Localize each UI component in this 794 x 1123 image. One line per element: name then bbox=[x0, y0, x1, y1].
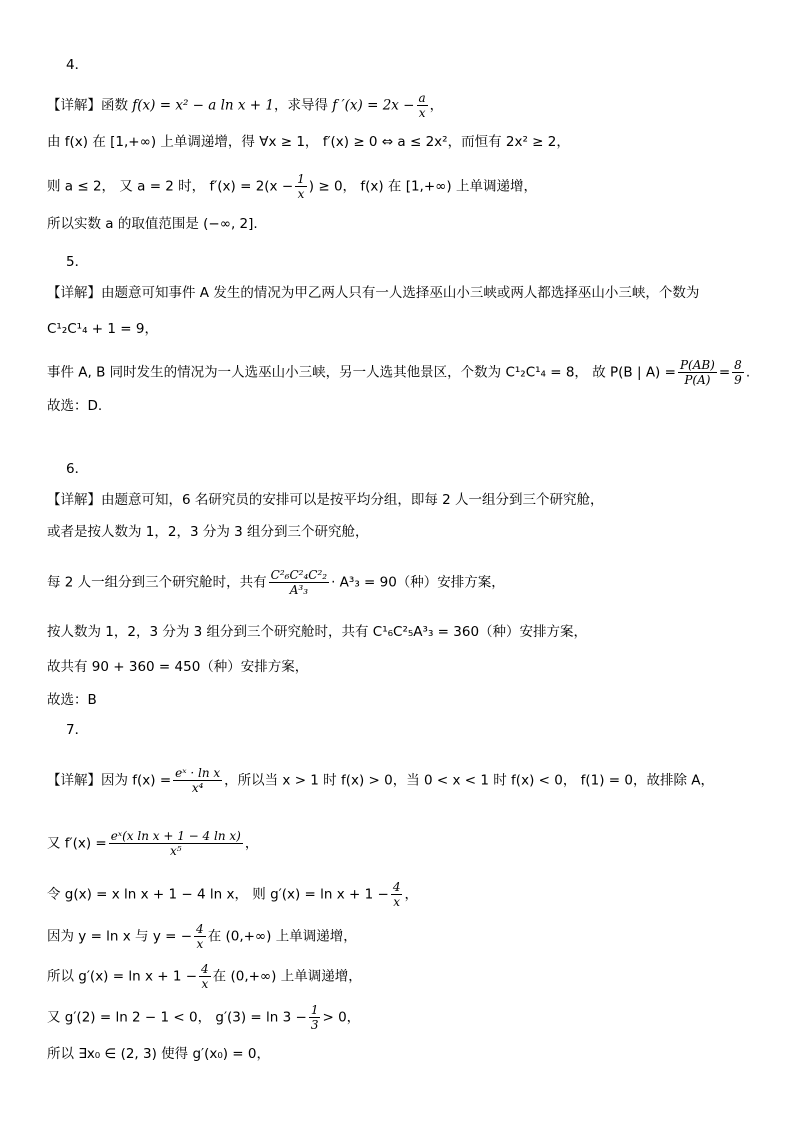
q7-line-3 bbox=[47, 880, 418, 909]
q4-l1-end: ， bbox=[429, 97, 444, 114]
q6-l3-frac-num: C²₆C²₄C²₂ bbox=[270, 568, 328, 582]
q6-line-6: 故选：B bbox=[47, 692, 97, 708]
q4-l3-b: ) ≥ 0， f(x) 在 [1,+∞) 上单调递增， bbox=[308, 178, 537, 195]
q4-l3-frac-den: x bbox=[297, 187, 305, 201]
q5-line-3 bbox=[47, 358, 750, 387]
q7-line-6 bbox=[47, 1003, 360, 1032]
question-number-7: 7． bbox=[66, 722, 89, 738]
q5-l3-end: . bbox=[745, 364, 751, 381]
q7-line-1 bbox=[47, 766, 714, 795]
q6-l3-frac-den: A³₃ bbox=[289, 583, 309, 597]
q7-l5-a: 所以 g′(x) = ln x + 1 − bbox=[47, 968, 198, 985]
q4-l1-deriv: f ′(x) = 2x − bbox=[332, 97, 415, 114]
q4-l1-mid: ，求导得 bbox=[274, 97, 333, 114]
q4-l3-fraction bbox=[295, 172, 307, 201]
question-number-6: 6． bbox=[66, 461, 89, 477]
q4-l1-func: f(x) = x² − a ln x + 1 bbox=[132, 97, 274, 114]
q5-l3-fraction-1 bbox=[678, 358, 717, 387]
q4-l1-fraction bbox=[417, 91, 428, 120]
q7-l6-b: > 0， bbox=[322, 1009, 361, 1026]
q6-l3-a: 每 2 人一组分到三个研究舱时，共有 bbox=[47, 574, 267, 591]
q7-l6-frac-num: 1 bbox=[310, 1003, 319, 1017]
q6-l3-b: · A³₃ = 90（种）安排方案， bbox=[331, 574, 505, 591]
q6-line-5: 故共有 90 + 360 = 450（种）安排方案， bbox=[47, 659, 309, 675]
q7-l5-b: 在 (0,+∞) 上单调递增， bbox=[212, 968, 362, 985]
q7-l3-b: ， bbox=[404, 886, 418, 903]
q7-l1-frac-num: eˣ · ln x bbox=[175, 766, 221, 780]
q6-line-3 bbox=[47, 568, 505, 597]
q4-line-4: 所以实数 a 的取值范围是 (−∞, 2]. bbox=[47, 216, 258, 232]
q7-line-4 bbox=[47, 922, 357, 951]
q7-l4-frac-den: x bbox=[196, 937, 204, 951]
q7-l4-a: 因为 y = ln x 与 y = − bbox=[47, 928, 193, 945]
q7-l2-a: 又 f′(x) = bbox=[47, 835, 107, 852]
q5-l3-frac2-num: 8 bbox=[734, 358, 742, 372]
q5-l3-fraction-2 bbox=[732, 358, 744, 387]
q7-l2-frac-num: eˣ(x ln x + 1 − 4 ln x) bbox=[110, 829, 241, 843]
q6-line-4: 按人数为 1，2，3 分为 3 组分到三个研究舱时，共有 C¹₆C²₅A³₃ = 360（种）安排方案， bbox=[47, 624, 588, 640]
q7-l4-fraction bbox=[194, 922, 206, 951]
q7-l5-fraction bbox=[199, 962, 211, 991]
q7-l4-frac-num: 4 bbox=[196, 922, 204, 936]
q5-l3-frac1-den: P(A) bbox=[684, 373, 711, 387]
q6-l3-fraction bbox=[269, 568, 329, 597]
q7-line-5 bbox=[47, 962, 362, 991]
q4-l1-text: 【详解】函数 bbox=[47, 97, 133, 114]
q6-line-2: 或者是按人数为 1，2，3 分为 3 组分到三个研究舱， bbox=[47, 524, 369, 540]
q7-l4-b: 在 (0,+∞) 上单调递增， bbox=[207, 928, 357, 945]
q7-l1-frac-den: x⁴ bbox=[191, 781, 204, 795]
q7-l3-frac-den: x bbox=[393, 895, 401, 909]
q4-line-3 bbox=[47, 172, 537, 201]
q5-line-4: 故选：D. bbox=[47, 398, 103, 414]
q6-line-1: 【详解】由题意可知，6 名研究员的安排可以是按平均分组，即每 2 人一组分到三个研究舱， bbox=[47, 492, 604, 508]
q4-l1-frac-num: a bbox=[418, 91, 426, 105]
q7-l2-b: ， bbox=[244, 835, 259, 852]
q7-l5-frac-den: x bbox=[201, 977, 209, 991]
q4-l3-frac-num: 1 bbox=[297, 172, 305, 186]
q5-l3-a: 事件 A, B 同时发生的情况为一人选巫山小三峡，另一人选其他景区，个数为 C¹₂C¹₄ = 8， 故 P(B | A) = bbox=[47, 364, 676, 381]
q5-l3-eq: = bbox=[718, 364, 731, 381]
q7-l1-a: 【详解】因为 f(x) = bbox=[47, 772, 172, 789]
q5-l3-frac2-den: 9 bbox=[734, 373, 742, 387]
q7-line-2 bbox=[47, 829, 258, 858]
question-number-4: 4． bbox=[66, 57, 89, 73]
q5-line-1: 【详解】由题意可知事件 A 发生的情况为甲乙两人只有一人选择巫山小三峡或两人都选择巫山小三峡，个数为 bbox=[47, 285, 700, 301]
q4-l1-frac-den: x bbox=[418, 106, 426, 120]
q7-l3-frac-num: 4 bbox=[392, 880, 401, 894]
q7-l1-b: ，所以当 x > 1 时 f(x) > 0，当 0 < x < 1 时 f(x) < 0， f(1) = 0，故排除 A， bbox=[224, 772, 714, 789]
q4-line-2: 由 f(x) 在 [1,+∞) 上单调递增，得 ∀x ≥ 1， f′(x) ≥ 0 ⇔ a ≤ 2x²，而恒有 2x² ≥ 2， bbox=[47, 134, 570, 150]
q7-l2-frac-den: x⁵ bbox=[169, 844, 182, 858]
q7-l2-fraction bbox=[109, 829, 243, 858]
q7-line-7: 所以 ∃x₀ ∈ (2, 3) 使得 g′(x₀) = 0， bbox=[47, 1046, 270, 1062]
q5-l3-frac1-num: P(AB) bbox=[679, 358, 715, 372]
q7-l1-fraction bbox=[173, 766, 222, 795]
q7-l6-fraction bbox=[309, 1003, 321, 1032]
q7-l3-fraction bbox=[391, 880, 403, 909]
q7-l3-a: 令 g(x) = x ln x + 1 − 4 ln x， 则 g′(x) = ln x + 1 − bbox=[47, 886, 389, 903]
q4-l3-a: 则 a ≤ 2， 又 a = 2 时， f′(x) = 2(x − bbox=[47, 178, 294, 195]
q7-l6-frac-den: 3 bbox=[310, 1018, 319, 1032]
q7-l6-a: 又 g′(2) = ln 2 − 1 < 0， g′(3) = ln 3 − bbox=[47, 1009, 307, 1026]
q7-l5-frac-num: 4 bbox=[201, 962, 209, 976]
q5-line-2: C¹₂C¹₄ + 1 = 9， bbox=[47, 321, 158, 337]
question-number-5: 5． bbox=[66, 254, 89, 270]
q4-line-1 bbox=[47, 91, 443, 120]
